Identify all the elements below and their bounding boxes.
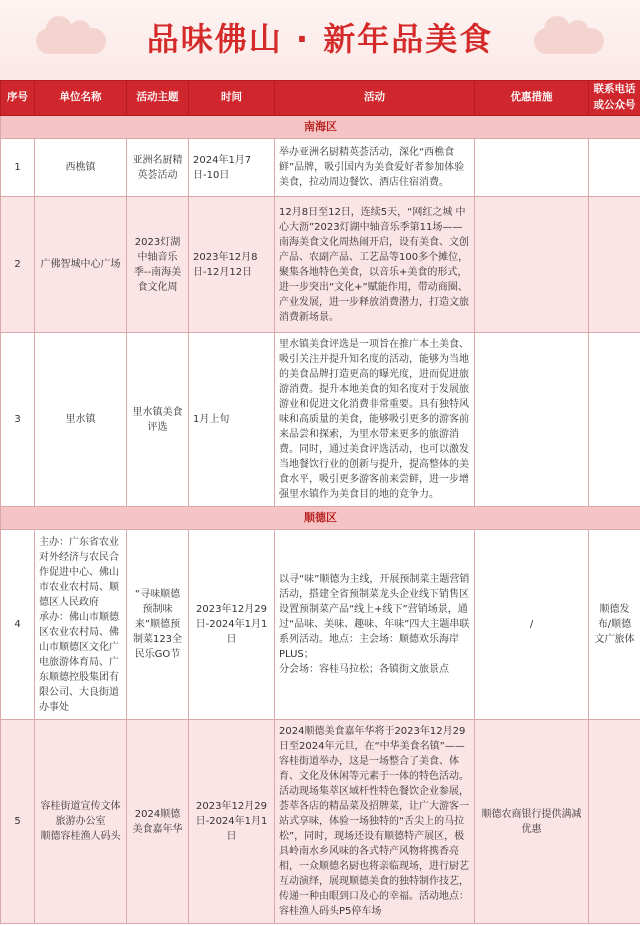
row-activity: 2024顺德美食嘉年华将于2023年12月29日至2024年元旦，在“中华美食名镇”——容桂街道举办，这是一场整合了美食、体育、文化及休闲等元素于一体的特色活动。活动现场集萃区域杆性特色餐饮企业参展，荟萃各店的精品菜及招牌菜，让广大游客一站式享味，体验一场独特的“舌尖上的马拉松”，同时，现场还设有顺德特产展区，极具岭南水乡风味的各式特产风物将携香亮相，一众顺德名厨也将亲临现场，进行厨艺互动演绎，展现顺德美食的独特制作技艺，传递一种由眼到口及心的幸福。活动地点：容桂渔人码头P5停车场 xyxy=(275,720,475,924)
row-unit: 容桂街道宣传文体旅游办公室 顺德容桂渔人码头 xyxy=(35,720,127,924)
row-theme: 里水镇美食评选 xyxy=(127,333,189,507)
row-discount: / xyxy=(475,530,589,720)
row-contact xyxy=(589,333,640,507)
section-nanhai: 南海区 xyxy=(1,116,640,139)
header-unit: 单位名称 xyxy=(35,81,127,116)
row-time: 2023年12月29日-2024年1月1日 xyxy=(189,530,275,720)
food-event-table xyxy=(0,80,640,924)
row-time: 2023年12月29日-2024年1月1日 xyxy=(189,720,275,924)
header-discount: 优惠措施 xyxy=(475,81,589,116)
row-activity: 举办亚洲名厨精英荟活动，深化“西樵食鲜”品牌，吸引国内为美食爱好者参加体验美食，拉动周边餐饮、酒店住宿消费。 xyxy=(275,139,475,197)
table-header-row xyxy=(1,81,640,116)
header-theme: 活动主题 xyxy=(127,81,189,116)
header-contact: 联系电话或公众号 xyxy=(589,81,640,116)
row-no: 1 xyxy=(1,139,35,197)
header-no: 序号 xyxy=(1,81,35,116)
row-activity: 以寻“味”顺德为主线，开展预制菜主题营销活动，搭建全省预制菜龙头企业线下销售区设置预制菜产品“线上+线下”营销场景，通过“品味、美味、趣味、年味”四大主题串联系列活动。地点：主会场：顺德欢乐海岸PLUS； 分会场：容桂马拉松；各镇街文旅景点 xyxy=(275,530,475,720)
section-shunde: 顺德区 xyxy=(1,507,640,530)
row-theme: “寻味顺德 预制味来”顺德预制菜123全民乐GO节 xyxy=(127,530,189,720)
row-no: 3 xyxy=(1,333,35,507)
row-no: 2 xyxy=(1,197,35,333)
row-unit: 主办：广东省农业对外经济与农民合作促进中心、佛山市农业农村局、顺德区人民政府 承办：佛山市顺德区农业农村局、佛山市顺德区文化广电旅游体育局、广东顺德控股集团有限公司、大良街道办事处 xyxy=(35,530,127,720)
row-unit: 广佛智城中心广场 xyxy=(35,197,127,333)
page-title: 品味佛山 · 新年品美食 xyxy=(146,20,494,58)
row-time: 2023年12月8日-12月12日 xyxy=(189,197,275,333)
row-discount xyxy=(475,197,589,333)
table-row xyxy=(1,139,640,197)
row-activity: 里水镇美食评选是一项旨在推广本土美食、吸引关注并提升知名度的活动，能够为当地的美食品牌打造更高的曝光度，进而促进旅游消费。提升本地美食的知名度对于发展旅游业和促进文化消费非常重要。具有独特风味和高质量的美食，能够吸引更多的游客前来品尝和探索，为里水带来更多的旅游消费。同时，通过美食评选活动，也可以激发当地餐饮行业的创新与提升，提高整体的美食水平，吸引更多游客前来尝鲜，进一步增强里水镇作为美食目的地的竞争力。 xyxy=(275,333,475,507)
header-activity: 活动 xyxy=(275,81,475,116)
table-row xyxy=(1,333,640,507)
row-unit: 里水镇 xyxy=(35,333,127,507)
row-time: 1月上旬 xyxy=(189,333,275,507)
row-contact xyxy=(589,197,640,333)
table-row xyxy=(1,530,640,720)
section-row xyxy=(1,507,640,530)
row-unit: 西樵镇 xyxy=(35,139,127,197)
header-time: 时间 xyxy=(189,81,275,116)
row-activity: 12月8日至12日，连续5天，“网红之城 中心大沥”2023灯湖中轴音乐季第11场——南海美食文化周热闹开启，设有美食、文创产品、农副产品、工艺品等100多个摊位，聚集各地特色美食，以音乐+美食的形式，进一步突出“文化+”赋能作用，带动商圈、产业发展，进一步释放消费潜力，打造文旅消费新场景。 xyxy=(275,197,475,333)
table-row xyxy=(1,720,640,924)
row-discount xyxy=(475,333,589,507)
row-discount: 顺德农商银行提供满减优惠 xyxy=(475,720,589,924)
row-discount xyxy=(475,139,589,197)
row-no: 5 xyxy=(1,720,35,924)
row-contact xyxy=(589,139,640,197)
row-theme: 亚洲名厨精英荟活动 xyxy=(127,139,189,197)
row-theme: 2024顺德美食嘉年华 xyxy=(127,720,189,924)
row-theme: 2023灯湖中轴音乐季--南海美食文化周 xyxy=(127,197,189,333)
table-row xyxy=(1,197,640,333)
page-header xyxy=(0,0,640,80)
row-time: 2024年1月7日-10日 xyxy=(189,139,275,197)
row-no: 4 xyxy=(1,530,35,720)
section-row xyxy=(1,116,640,139)
row-contact xyxy=(589,720,640,924)
row-contact: 顺德发布/顺德文广旅体 xyxy=(589,530,640,720)
